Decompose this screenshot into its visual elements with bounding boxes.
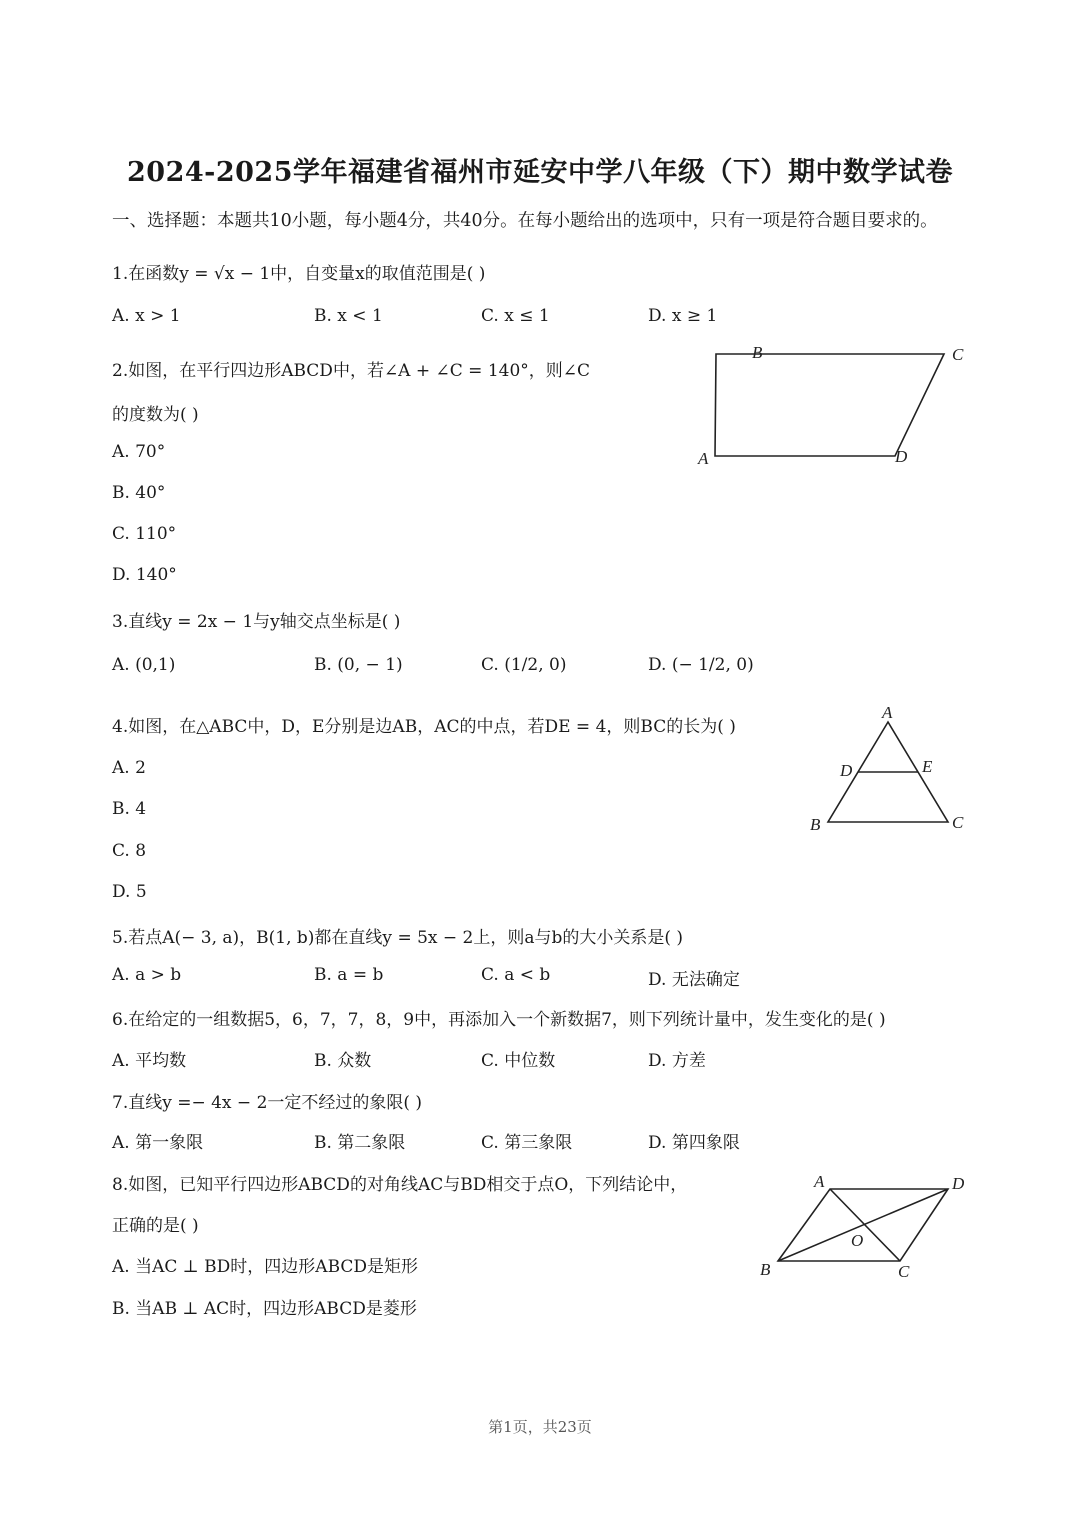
q8-parallelogram-figure [750,1165,980,1285]
label-e: E [922,757,933,776]
q5-option-d: D. 无法确定 [648,970,740,990]
q6-option-d: D. 方差 [648,1051,706,1071]
label-b: B [760,1260,771,1279]
q1-option-b: B. x < 1 [314,306,383,326]
label-c: C [952,813,964,832]
page-title: 2024-2025学年福建省福州市延安中学八年级（下）期中数学试卷 [127,157,953,188]
label-c: C [952,345,964,364]
q8-option-b: B. 当AB ⊥ AC时，四边形ABCD是菱形 [112,1299,417,1319]
q2-option-a: A. 70° [112,442,166,462]
q6-option-c: C. 中位数 [481,1051,556,1071]
question-8: 8.如图，已知平行四边形ABCD的对角线AC与BD相交于点O，下列结论中， [112,1175,688,1195]
label-o: O [851,1231,864,1250]
q1-option-c: C. x ≤ 1 [481,306,550,326]
q6-option-a: A. 平均数 [112,1051,187,1071]
q3-option-d: D. (− 1/2, 0) [648,655,754,675]
q4-option-b: B. 4 [112,799,147,819]
label-a: A [814,1172,825,1191]
question-7: 7.直线y =− 4x − 2一定不经过的象限( ) [112,1093,423,1113]
question-3: 3.直线y = 2x − 1与y轴交点坐标是( ) [112,612,401,632]
label-d: D [952,1174,965,1193]
q8-option-a: A. 当AC ⊥ BD时，四边形ABCD是矩形 [112,1257,419,1277]
label-d: D [840,761,853,780]
q7-option-c: C. 第三象限 [481,1133,573,1153]
label-d: D [895,447,908,466]
label-a: A [882,703,893,722]
question-4: 4.如图，在△ABC中，D，E分别是边AB，AC的中点，若DE = 4，则BC的长为( ) [112,717,736,737]
section-header: 一、选择题：本题共10小题，每小题4分，共40分。在每小题给出的选项中，只有一项是符合题目要求的。 [112,211,938,231]
q2-parallelogram-figure [690,338,980,470]
q1-option-d: D. x ≥ 1 [648,306,718,326]
label-b: B [752,343,763,362]
q3-option-a: A. (0,1) [112,655,176,675]
page-footer: 第1页，共23页 [488,1418,592,1436]
q5-option-b: B. a = b [314,965,384,985]
q5-option-c: C. a < b [481,965,551,985]
q7-option-b: B. 第二象限 [314,1133,406,1153]
parallelogram-abcd [715,354,944,456]
q4-option-c: C. 8 [112,841,147,861]
q7-option-d: D. 第四象限 [648,1133,740,1153]
q4-option-d: D. 5 [112,882,147,902]
q1-option-a: A. x > 1 [112,306,181,326]
q2-option-d: D. 140° [112,565,177,585]
question-1: 1.在函数y = √x − 1中，自变量x的取值范围是( ) [112,264,486,284]
q4-option-a: A. 2 [112,758,146,778]
question-2: 2.如图，在平行四边形ABCD中，若∠A + ∠C = 140°，则∠C [112,361,591,381]
q2-option-b: B. 40° [112,483,166,503]
q3-option-c: C. (1/2, 0) [481,655,567,675]
q7-option-a: A. 第一象限 [112,1133,204,1153]
question-2-line2: 的度数为( ) [112,405,199,425]
question-5: 5.若点A(− 3, a)，B(1, b)都在直线y = 5x − 2上，则a与b的大小关系是( ) [112,928,684,948]
question-6: 6.在给定的一组数据5，6，7，7，8，9中，再添加入一个新数据7，则下列统计量中，发生变化的是( ) [112,1010,886,1030]
question-8-line2: 正确的是( ) [112,1216,199,1236]
q2-option-c: C. 110° [112,524,177,544]
q6-option-b: B. 众数 [314,1051,372,1071]
q3-option-b: B. (0, − 1) [314,655,403,675]
label-c: C [898,1262,910,1281]
q5-option-a: A. a > b [112,965,182,985]
q4-triangle-figure [800,700,980,840]
label-b: B [810,815,821,834]
label-a: A [698,449,709,468]
